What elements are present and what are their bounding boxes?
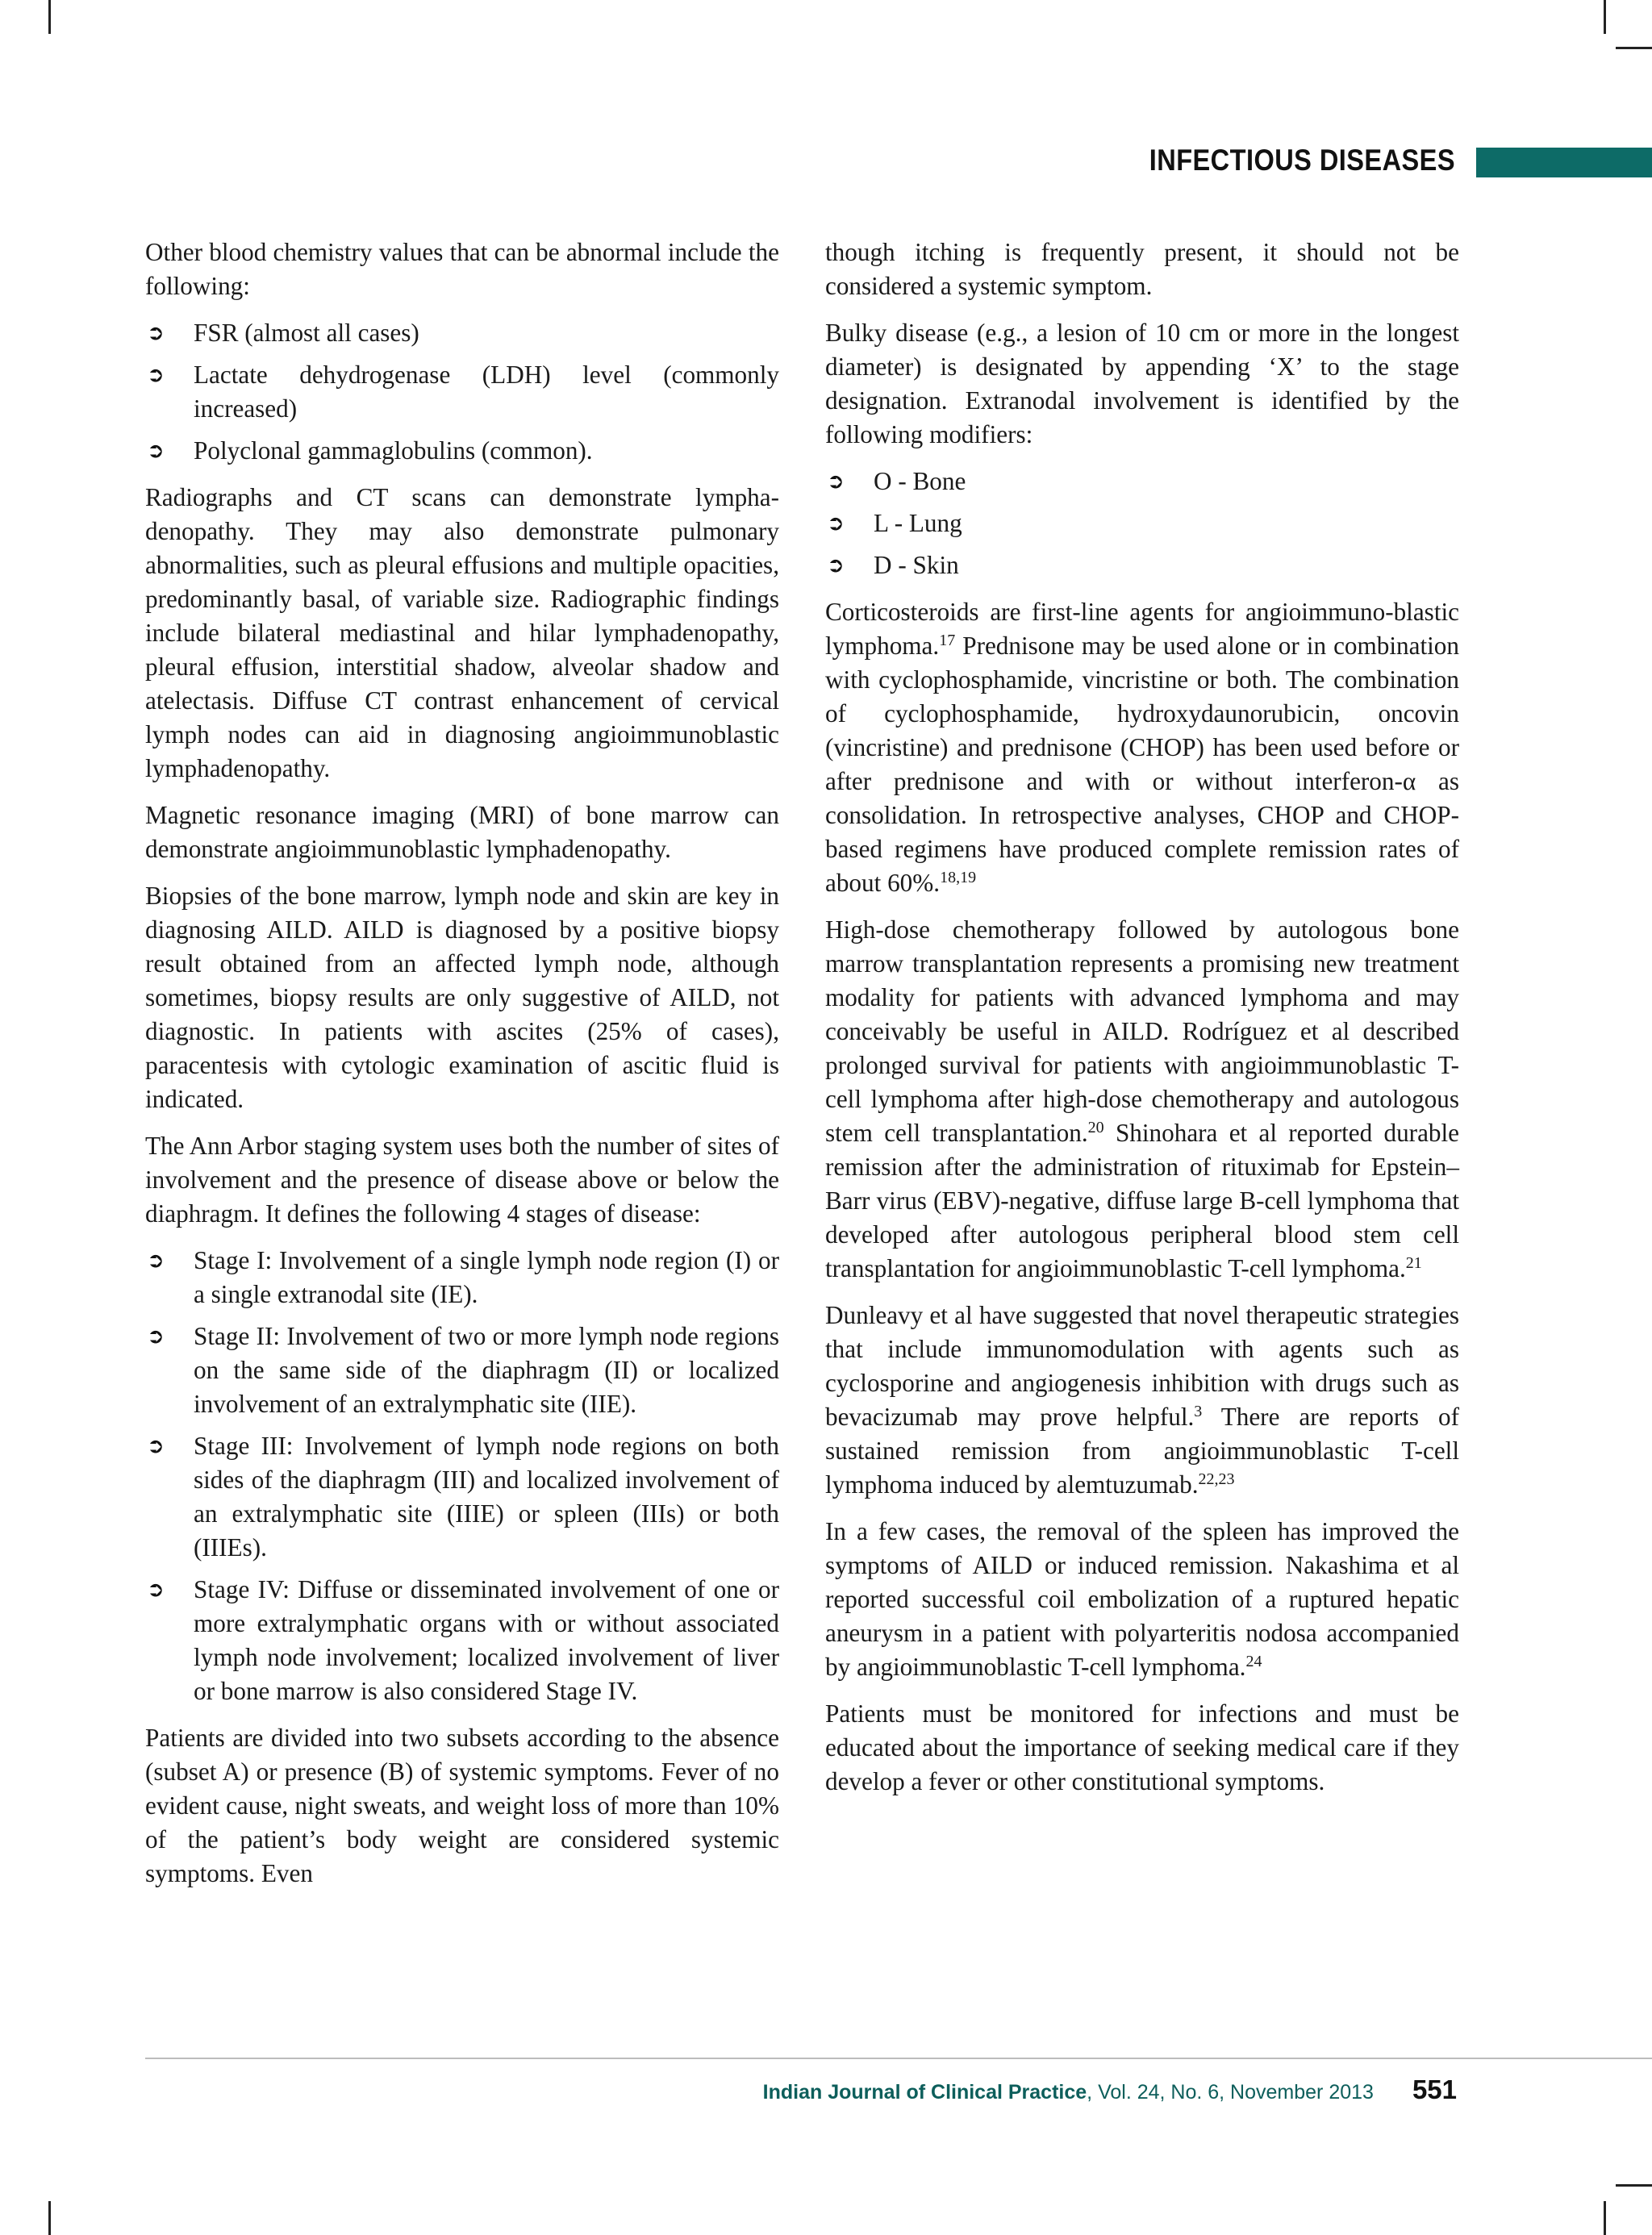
citation-ref: 18,19: [940, 869, 977, 886]
paragraph: Patients must be monitored for infections and must be educated about the importance of seeking medical care if they develop a fever or other constitutional symptoms.: [825, 1699, 1459, 1795]
paragraph: In a few cases, the removal of the spleen has improved the symptoms of AILD or induced remission. Nakashima et al reported successful coil embolization of a ruptured hepatic aneurysm in a patient with polyarteritis nodosa accompanied by angioimmunoblastic T-cell lymphoma.$^{24}$: [825, 1517, 1459, 1681]
right-column: [825, 236, 1459, 1812]
paragraph: Magnetic resonance imaging (MRI) of bone marrow can demonstrate angioimmunoblastic lymphadenopathy.: [145, 801, 779, 863]
crop-mark: [1616, 47, 1652, 49]
modifiers-list: [825, 465, 1459, 582]
page-number: 551: [1412, 2074, 1457, 2104]
journal-citation: , Vol. 24, No. 6, November 2013: [1087, 2081, 1374, 2104]
paragraph: Corticosteroids are first-line agents for angioimmuno-blastic lymphoma.$^{17}$ Prednisone may be used alone or in combination with cyclophosphamide, vincristine or both. The combination of cyclophosphamide, hydroxydaunorubicin, oncovin (vincristine) and prednisone (CHOP) has been used before or after prednisone and with or without interferon-α as consolidation. In retrospective analyses, CHOP and CHOP-based regimens have produced complete remission rates of about 60%.$^{18,19}$: [825, 598, 1459, 897]
crop-mark: [1604, 0, 1606, 34]
paragraph: Patients are divided into two subsets according to the absence (subset A) or presence (B) of systemic symptoms. Fever of no evident cause, night sweats, and weight loss of more than 10% of the patient’s body weight are considered systemic symptoms. Even: [145, 1724, 779, 1887]
paragraph: The Ann Arbor staging system uses both the number of sites of involvement and the presence of disease above or below the diaphragm. It defines the following 4 stages of disease:: [145, 1132, 779, 1228]
paragraph: though itching is frequently present, it should not be considered a systemic symptom.: [825, 238, 1459, 300]
list-item: ➲ Polyclonal gammaglobulins (common).: [145, 434, 779, 468]
citation-ref: 22,23: [1198, 1470, 1235, 1488]
section-title: INFECTIOUS DISEASES: [1149, 144, 1455, 177]
paragraph: Radiographs and CT scans can demonstrate lympha-denopathy. They may also demonstrate pulmonary abnormalities, such as pleural effusions and multiple opacities, predominantly basal, of variable size. Radiographic findings include bilateral mediastinal and hilar lymphadenopathy, pleural effusion, interstitial shadow, alveolar shadow and atelectasis. Diffuse CT contrast enhancement of cervical lymph nodes can aid in diagnosing angioimmunoblastic lymphadenopathy.: [145, 483, 779, 782]
footer-rule: [145, 2058, 1652, 2059]
crop-mark: [48, 0, 51, 34]
paragraph: Biopsies of the bone marrow, lymph node and skin are key in diagnosing AILD. AILD is diagnosed by a positive biopsy result obtained from an affected lymph node, although sometimes, biopsy results are only suggestive of AILD, not diagnostic. In patients with ascites (25% of cases), paracentesis with cytologic examination of ascitic fluid is indicated.: [145, 882, 779, 1113]
circled-arrow-icon: ➲: [827, 469, 845, 494]
section-accent-bar: [1476, 148, 1652, 177]
journal-name: Indian Journal of Clinical Practice: [762, 2081, 1087, 2104]
circled-arrow-icon: ➲: [147, 363, 165, 387]
blood-chemistry-list: [145, 316, 779, 468]
stages-list: [145, 1244, 779, 1708]
list-item: ➲ Stage I: Involvement of a single lymph node region (I) or a single extranodal site (IE).: [145, 1244, 779, 1311]
page-footer: [726, 2074, 1457, 2105]
citation-ref: 24: [1245, 1653, 1262, 1670]
list-item: ➲ Lactate dehydrogenase (LDH) level (commonly increased): [145, 358, 779, 426]
list-item: ➲ Stage II: Involvement of two or more lymph node regions on the same side of the diaphragm (II) or localized involvement of an extralymphatic site (IIE).: [145, 1320, 779, 1421]
paragraph: Bulky disease (e.g., a lesion of 10 cm or more in the longest diameter) is designated by appending ‘X’ to the stage designation. Extranodal involvement is identified by the following modifiers:: [825, 319, 1459, 448]
circled-arrow-icon: ➲: [827, 511, 845, 536]
list-item: ➲ FSR (almost all cases): [145, 316, 779, 350]
circled-arrow-icon: ➲: [147, 1578, 165, 1602]
circled-arrow-icon: ➲: [147, 321, 165, 345]
list-item: ➲ Stage IV: Diffuse or disseminated involvement of one or more extralymphatic organs with or without associated lymph node involvement; localized involvement of liver or bone marrow is also considered Stage IV.: [145, 1573, 779, 1708]
citation-ref: 20: [1087, 1119, 1104, 1136]
paragraph: Other blood chemistry values that can be abnormal include the following:: [145, 238, 779, 300]
crop-mark: [1604, 2201, 1606, 2235]
circled-arrow-icon: ➲: [147, 1324, 165, 1349]
citation-ref: 3: [1194, 1403, 1203, 1420]
circled-arrow-icon: ➲: [147, 1249, 165, 1273]
paragraph: Dunleavy et al have suggested that novel therapeutic strategies that include immunomodulation with agents such as cyclosporine and angiogenesis inhibition with drugs such as bevacizumab may prove helpful.$^3$ There are reports of sustained remission from angioimmunoblastic T-cell lymphoma induced by alemtuzumab.$^{22,23}$: [825, 1301, 1459, 1499]
circled-arrow-icon: ➲: [147, 1434, 165, 1458]
crop-mark: [1616, 2184, 1652, 2187]
citation-ref: 21: [1405, 1254, 1422, 1272]
list-item: ➲ Stage III: Involvement of lymph node regions on both sides of the diaphragm (III) and localized involvement of an extralymphatic site (IIIE) or spleen (IIIs) or both (IIIEs).: [145, 1429, 779, 1565]
circled-arrow-icon: ➲: [147, 439, 165, 463]
left-column: [145, 236, 779, 1904]
circled-arrow-icon: ➲: [827, 553, 845, 578]
list-item: ➲ D - Skin: [825, 548, 1459, 582]
citation-ref: 17: [939, 632, 956, 649]
crop-mark: [48, 2201, 51, 2235]
list-item: ➲ O - Bone: [825, 465, 1459, 498]
list-item: ➲ L - Lung: [825, 507, 1459, 540]
paragraph: High-dose chemotherapy followed by autologous bone marrow transplantation represents a promising new treatment modality for patients with advanced lymphoma and may conceivably be useful in AILD. Rodríguez et al described prolonged survival for patients with angioimmunoblastic T-cell lymphoma after high-dose chemotherapy and autologous stem cell transplantation.$^{20}$ Shinohara et al reported durable remission after the administration of rituximab for Epstein–Barr virus (EBV)-negative, diffuse large B-cell lymphoma that developed after autologous peripheral blood stem cell transplantation for angioimmunoblastic T-cell lymphoma.$^{21}$: [825, 915, 1460, 1282]
